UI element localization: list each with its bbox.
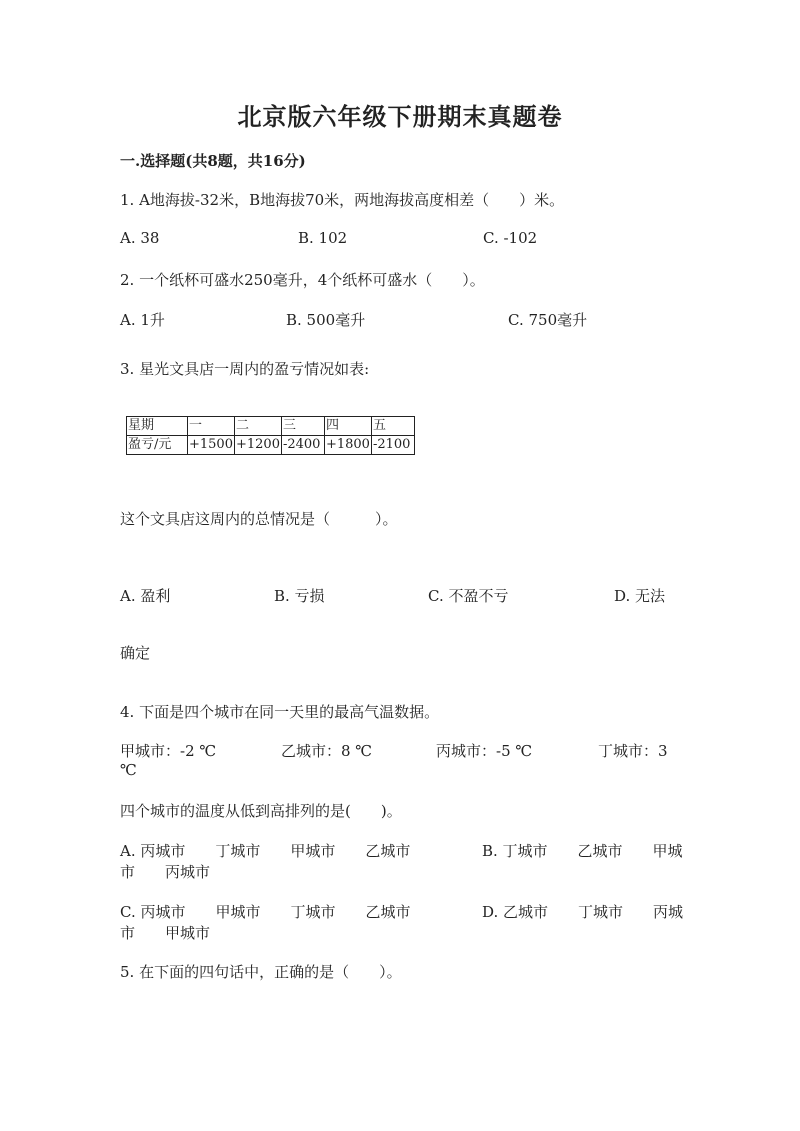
q4-stem: 4. 下面是四个城市在同一天里的最高气温数据。	[120, 703, 440, 721]
table-cell: 五	[371, 417, 414, 436]
q4-temp-bing: 丙城市：-5 ℃	[436, 742, 533, 760]
q3-option-c: C. 不盈不亏	[428, 587, 509, 605]
table-cell: 盈亏/元	[127, 436, 188, 455]
q4-temp-jia: 甲城市：-2 ℃	[120, 742, 217, 760]
q1-option-b: B. 102	[298, 229, 348, 247]
q4-temp-ding: 丁城市：3	[598, 742, 668, 760]
q4-option-d-continued: 市 甲城市	[120, 924, 211, 942]
q4-temp-ding-unit: ℃	[120, 761, 137, 779]
q5-stem: 5. 在下面的四句话中，正确的是（ ）。	[120, 963, 402, 981]
table-cell: 一	[188, 417, 235, 436]
q4-option-c: C. 丙城市 甲城市 丁城市 乙城市	[120, 903, 411, 921]
q1-option-c: C. -102	[483, 229, 538, 247]
q2-option-c: C. 750毫升	[508, 311, 588, 329]
q3-question: 这个文具店这周内的总情况是（ ）。	[120, 510, 398, 528]
q3-option-d-continued: 确定	[120, 644, 151, 662]
table-cell: 星期	[127, 417, 188, 436]
q4-question: 四个城市的温度从低到高排列的是( )。	[120, 802, 402, 820]
q4-option-d: D. 乙城市 丁城市 丙城	[482, 903, 684, 921]
table-cell: 二	[234, 417, 281, 436]
q3-option-d: D. 无法	[614, 587, 666, 605]
q4-option-b-continued: 市 丙城市	[120, 863, 211, 881]
table-cell: 三	[281, 417, 324, 436]
q1-stem: 1. A地海拔-32米，B地海拔70米，两地海拔高度相差（ ）米。	[120, 191, 565, 209]
table-cell: -2100	[371, 436, 414, 455]
table-header-row	[127, 417, 415, 436]
table-cell: +1200	[234, 436, 281, 455]
table-cell: +1800	[324, 436, 371, 455]
q2-stem: 2. 一个纸杯可盛水250毫升，4个纸杯可盛水（ ）。	[120, 271, 485, 289]
table-row	[127, 436, 415, 455]
q4-option-a: A. 丙城市 丁城市 甲城市 乙城市	[120, 842, 411, 860]
table-cell: +1500	[188, 436, 235, 455]
table-cell: 四	[324, 417, 371, 436]
q3-option-a: A. 盈利	[120, 587, 171, 605]
q3-stem: 3. 星光文具店一周内的盈亏情况如表:	[120, 360, 370, 378]
q3-option-b: B. 亏损	[274, 587, 325, 605]
profit-loss-table	[126, 416, 415, 455]
q2-option-b: B. 500毫升	[286, 311, 366, 329]
q1-option-a: A. 38	[120, 229, 160, 247]
table-cell: -2400	[281, 436, 324, 455]
q2-option-a: A. 1升	[120, 311, 165, 329]
q4-temp-yi: 乙城市：8 ℃	[281, 742, 373, 760]
section-heading: 一.选择题(共8题，共16分)	[120, 152, 306, 170]
page-title: 北京版六年级下册期末真题卷	[237, 102, 563, 131]
q4-option-b: B. 丁城市 乙城市 甲城	[482, 842, 683, 860]
